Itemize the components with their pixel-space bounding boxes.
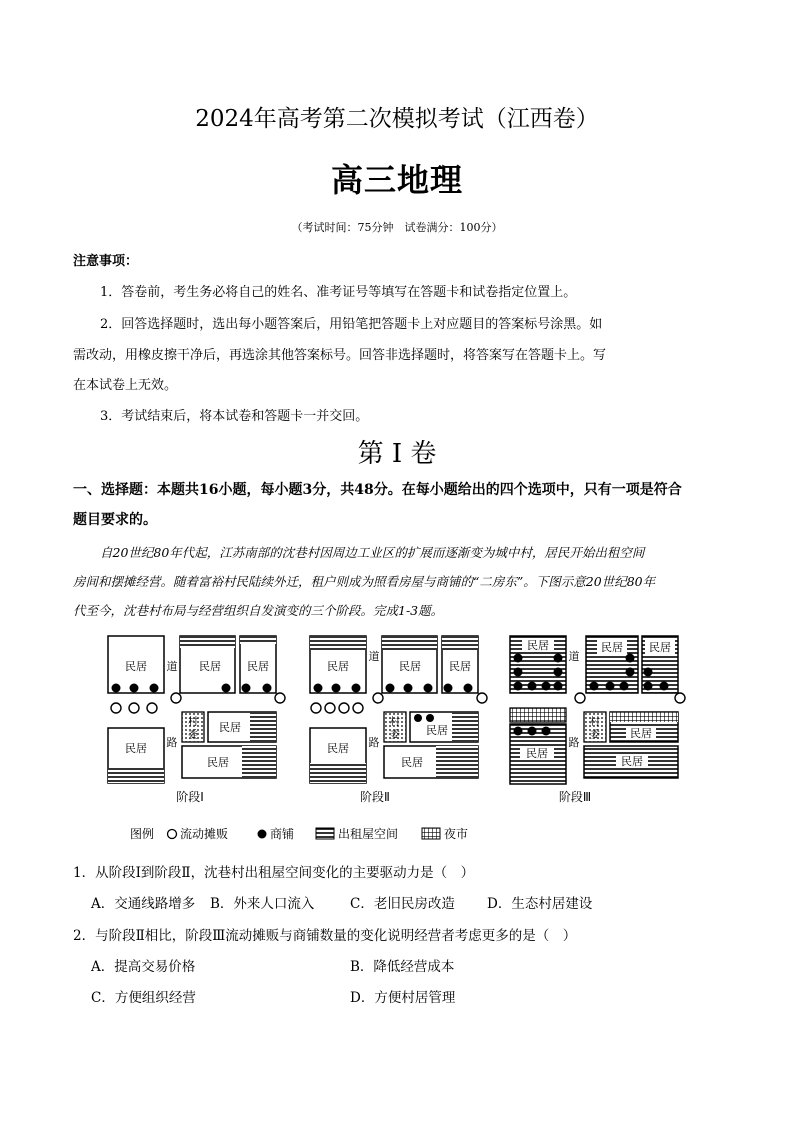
question-2-option-b: B．降低经营成本 <box>350 959 455 975</box>
stage-2-label: 阶段Ⅱ <box>360 790 390 804</box>
vendor-mark <box>275 693 285 703</box>
legend-night-market-label: 夜市 <box>444 827 469 841</box>
shop-mark <box>263 684 272 693</box>
residence-label: 民居 <box>125 742 147 755</box>
shop-mark <box>386 684 395 693</box>
vendor-mark <box>311 703 321 713</box>
village-committee-label-1: 村 <box>188 717 198 728</box>
village-committee-label-1: 村 <box>590 717 600 728</box>
question-1-option-d: D．生态村居建设 <box>487 896 593 912</box>
vendor-mark <box>111 703 121 713</box>
residence-label: 民居 <box>526 747 548 760</box>
exam-title: 2024年高考第二次模拟考试（江西卷） <box>195 106 599 132</box>
shop-mark <box>150 684 159 693</box>
rental-space-mark <box>442 636 478 650</box>
residence-label: 民居 <box>247 660 269 673</box>
residence-label: 民居 <box>449 660 471 673</box>
road-label-top: 道 <box>166 660 178 673</box>
residence-label: 民居 <box>399 660 421 673</box>
passage-line-1: 自20世纪80年代起，江苏南部的沈巷村因周边工业区的扩展而逐渐变为城中村，居民开始出租空间 <box>100 545 645 560</box>
vendor-mark <box>575 693 585 703</box>
residence-label: 民居 <box>125 660 147 673</box>
road-label-top: 道 <box>368 650 380 663</box>
road-label-bottom: 路 <box>568 736 580 749</box>
notice-line-2c: 在本试卷上无效。 <box>73 378 178 393</box>
shop-mark <box>464 684 473 693</box>
rental-space-mark <box>108 768 164 783</box>
subject-title: 高三地理 <box>330 161 463 199</box>
rental-space-mark <box>382 636 437 650</box>
stage-2-panel <box>310 636 487 783</box>
shop-mark <box>444 684 453 693</box>
question-1-option-a: A．交通线路增多 <box>91 896 196 912</box>
stage-1-label: 阶段Ⅰ <box>176 790 204 804</box>
rental-space-mark <box>240 636 276 644</box>
shop-mark <box>332 684 341 693</box>
shop-mark <box>112 684 121 693</box>
figure-legend <box>130 826 468 841</box>
road-label-bottom: 路 <box>166 736 178 749</box>
choice-section-line-2: 题目要求的。 <box>73 512 157 528</box>
question-2-option-d: D．方便村居管理 <box>350 990 456 1006</box>
exam-time-info: （考试时间：75分钟 试卷满分：100分） <box>291 221 503 234</box>
rental-space-mark <box>250 712 276 742</box>
shop-mark <box>404 684 413 693</box>
village-committee-label-2: 委 <box>590 730 600 741</box>
passage-line-2: 房间和摆摊经营。随着富裕村民陆续外迁，租户则成为照看房屋与商铺的“二房东”。下图示意20世纪80年 <box>73 574 656 589</box>
rental-space-mark <box>436 746 478 778</box>
vendor-mark <box>171 693 181 703</box>
notice-line-3: 3．考试结束后，将本试卷和答题卡一并交回。 <box>100 409 369 424</box>
rental-space-mark <box>180 636 235 648</box>
question-1-stem: 1．从阶段Ⅰ到阶段Ⅱ，沈巷村出租屋空间变化的主要驱动力是（ ） <box>73 865 475 881</box>
residence-label: 民居 <box>199 660 221 673</box>
notice-line-2a: 2．回答选择题时，选出每小题答案后，用铅笔把答题卡上对应题目的答案标号涂黑。如 <box>100 317 603 332</box>
vendor-mark <box>675 693 685 703</box>
stage-3-panel <box>510 636 685 784</box>
vendor-mark <box>325 703 335 713</box>
residence-label: 民居 <box>630 727 652 740</box>
residence-label: 民居 <box>649 641 671 654</box>
stage-3-shops-left <box>514 727 551 736</box>
legend-rental-icon <box>316 828 334 839</box>
village-committee-label-2: 委 <box>390 730 400 741</box>
residence-label: 民居 <box>207 756 229 769</box>
shop-mark <box>222 684 231 693</box>
legend-night-market-icon <box>422 828 440 839</box>
legend-shop-label: 商铺 <box>270 827 295 841</box>
village-committee-label-1: 村 <box>390 717 400 728</box>
vendor-mark <box>129 703 139 713</box>
residence-label: 民居 <box>401 756 423 769</box>
notice-heading: 注意事项： <box>73 254 139 269</box>
rental-space-mark <box>310 636 366 650</box>
stage-1-panel <box>108 636 285 783</box>
village-layout-figure <box>100 628 700 848</box>
vendor-mark <box>339 703 349 713</box>
night-market-block <box>610 712 678 722</box>
village-committee-label-2: 委 <box>188 730 198 741</box>
shop-mark <box>314 684 323 693</box>
residence-label: 民居 <box>327 660 349 673</box>
road-label-top: 道 <box>568 650 580 663</box>
passage-line-3: 代至今，沈巷村布局与经营组织自发演变的三个阶段。完成1-3题。 <box>73 603 444 618</box>
shop-mark <box>414 714 422 722</box>
choice-section-line-1: 一、选择题：本题共16小题，每小题3分，共48分。在每小题给出的四个选项中，只有一项是符合 <box>73 482 682 498</box>
vendor-mark <box>147 703 157 713</box>
shop-mark <box>424 684 433 693</box>
residence-label: 民居 <box>219 721 241 734</box>
rental-space-mark <box>452 712 478 742</box>
question-2-option-a: A．提高交易价格 <box>91 959 196 975</box>
night-market-block <box>510 708 566 722</box>
question-2-stem: 2．与阶段Ⅱ相比，阶段Ⅲ流动摊贩与商铺数量的变化说明经营者考虑更多的是（ ） <box>73 928 577 944</box>
residence-label: 民居 <box>601 641 623 654</box>
shop-mark <box>352 684 361 693</box>
notice-line-1: 1．答卷前，考生务必将自己的姓名、准考证号等填写在答题卡和试卷指定位置上。 <box>100 285 577 300</box>
rental-space-mark <box>310 763 366 783</box>
legend-prefix: 图例 <box>130 827 155 841</box>
residence-label: 民居 <box>327 742 349 755</box>
legend-vendor-label: 流动摊贩 <box>180 827 229 841</box>
legend-shop-icon <box>258 830 267 839</box>
shop-mark <box>130 684 139 693</box>
residence-label: 民居 <box>527 639 549 652</box>
notice-line-2b: 需改动，用橡皮擦干净后，再选涂其他答案标号。回答非选择题时，将答案写在答题卡上。写 <box>73 348 607 363</box>
shop-mark <box>426 714 434 722</box>
question-1-option-c: C．老旧民房改造 <box>350 896 455 912</box>
vendor-mark <box>353 703 363 713</box>
road-label-bottom: 路 <box>368 736 380 749</box>
vendor-mark <box>477 693 487 703</box>
vendor-mark <box>373 693 383 703</box>
rental-space-mark <box>242 746 276 778</box>
stage-3-label: 阶段Ⅲ <box>558 790 592 804</box>
section-title: 第 I 卷 <box>357 439 437 469</box>
question-1-option-b: B．外来人口流入 <box>210 896 315 912</box>
question-2-option-c: C．方便组织经营 <box>91 990 196 1006</box>
shop-mark <box>242 684 251 693</box>
residence-label: 民居 <box>621 755 643 768</box>
legend-rental-label: 出租屋空间 <box>338 827 399 841</box>
legend-vendor-icon <box>168 830 177 839</box>
residence-label: 民居 <box>426 724 448 737</box>
